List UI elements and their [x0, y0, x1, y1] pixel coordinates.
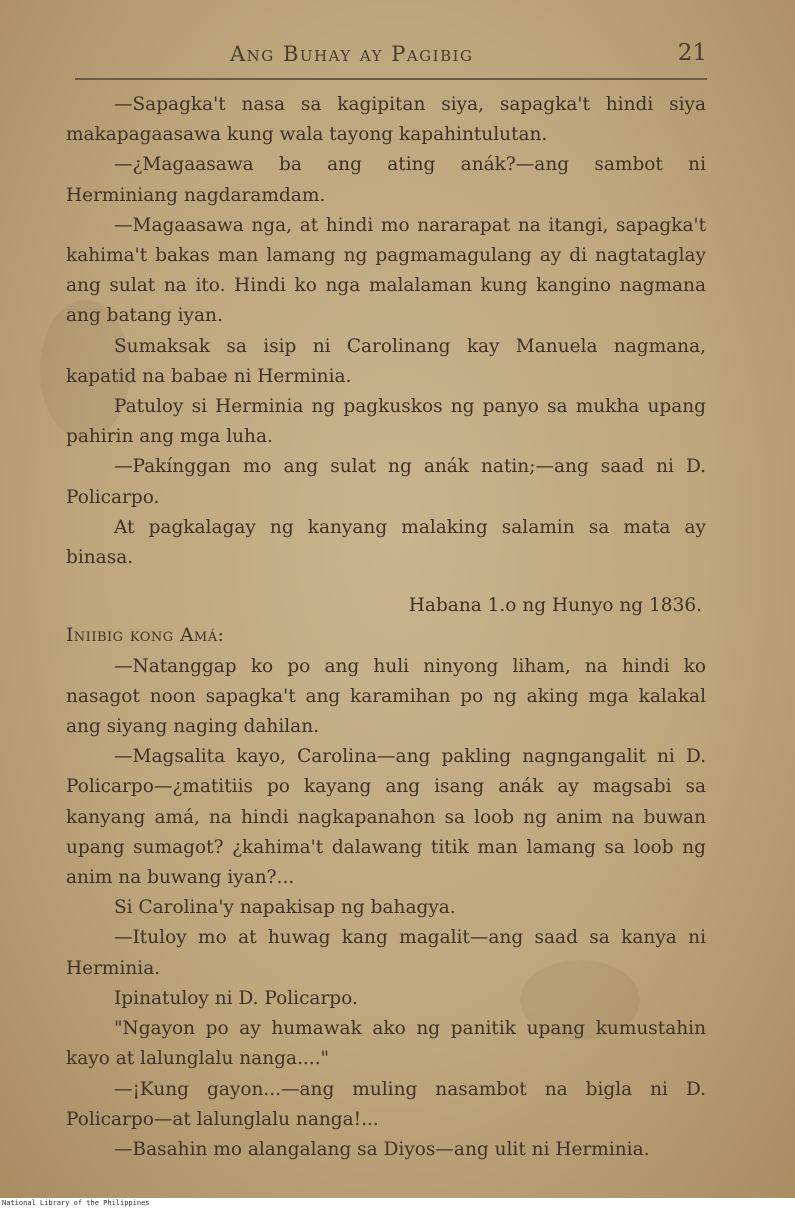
body-text [66, 90, 706, 1165]
paragraph: —Magaasawa nga, at hindi mo nararapat na itangi, sapagka't kahima't bakas man lamang ng pagmamagulang ay di nagtataglay ang sulat na ito. Hindi ko nga malalaman kung kangino nagmana ang batang iyan. [66, 214, 706, 327]
paragraph: At pagkalagay ng kanyang malaking salamin sa mata ay binasa. [66, 516, 706, 569]
letter-salutation: Iniibig kong Amá: [66, 625, 225, 647]
paragraph: Patuloy si Herminia ng pagkuskos ng panyo sa mukha upang pahirin ang mga luha. [66, 396, 706, 448]
paragraph: —Pakínggan mo ang sulat ng anák natin;—ang saad ni D. Policarpo. [66, 456, 706, 508]
paragraph: —Sapagka't nasa sa kagipitan siya, sapagka't hindi siya makapagaasawa kung wala tayong kapahintulutan. [66, 94, 706, 146]
paragraph: —¿Magaasawa ba ang ating anák?—ang sambot ni Herminiang nagdaramdam. [66, 154, 706, 206]
letter-paragraph: —Ituloy mo at huwag kang magalit—ang saad sa kanya ni Herminia. [66, 927, 706, 979]
letter-paragraph: —Basahin mo alangalang sa Diyos—ang ulit ni Herminia. [114, 1138, 650, 1160]
header-rule [75, 78, 707, 80]
letter-paragraph: Si Carolina'y napakisap ng bahagya. [114, 897, 456, 919]
letter-paragraph: —¡Kung gayon...—ang muling nasambot na bigla ni D. Policarpo—at lalunglalu nanga!... [66, 1078, 706, 1130]
paragraph: Sumaksak sa isip ni Carolinang kay Manuela nagmana, kapatid na babae ni Herminia. [66, 335, 706, 387]
library-credit: National Library of the Philippines [2, 1199, 150, 1207]
letter-paragraph: —Natanggap ko po ang huli ninyong liham, na hindi ko nasagot noon sapagka't ang karamihan po ng aking mga kalakal ang siyang naging dahilan. [66, 655, 706, 738]
letter-paragraph: Ipinatuloy ni D. Policarpo. [114, 987, 358, 1009]
letter-dateline: Habana 1.o ng Hunyo ng 1836. [408, 595, 702, 617]
letter-paragraph: —Magsalita kayo, Carolina—ang pakling nagngangalit ni D. Policarpo—¿matitiis po kayang ang isang anák ay magsabi sa kanyang amá, na hindi nagkapanahon sa loob ng anim na buwan upang sumagot? ¿kahima't dalawang titik man lamang sa loob ng anim na buwang iyan?... [66, 746, 706, 889]
page-header [0, 40, 795, 72]
running-title: Ang Buhay ay Pagibig [230, 42, 474, 66]
page-number: 21 [677, 40, 707, 66]
letter-paragraph: "Ngayon po ay humawak ako ng panitik upang kumustahin kayo at lalunglalu nanga...." [66, 1018, 706, 1070]
